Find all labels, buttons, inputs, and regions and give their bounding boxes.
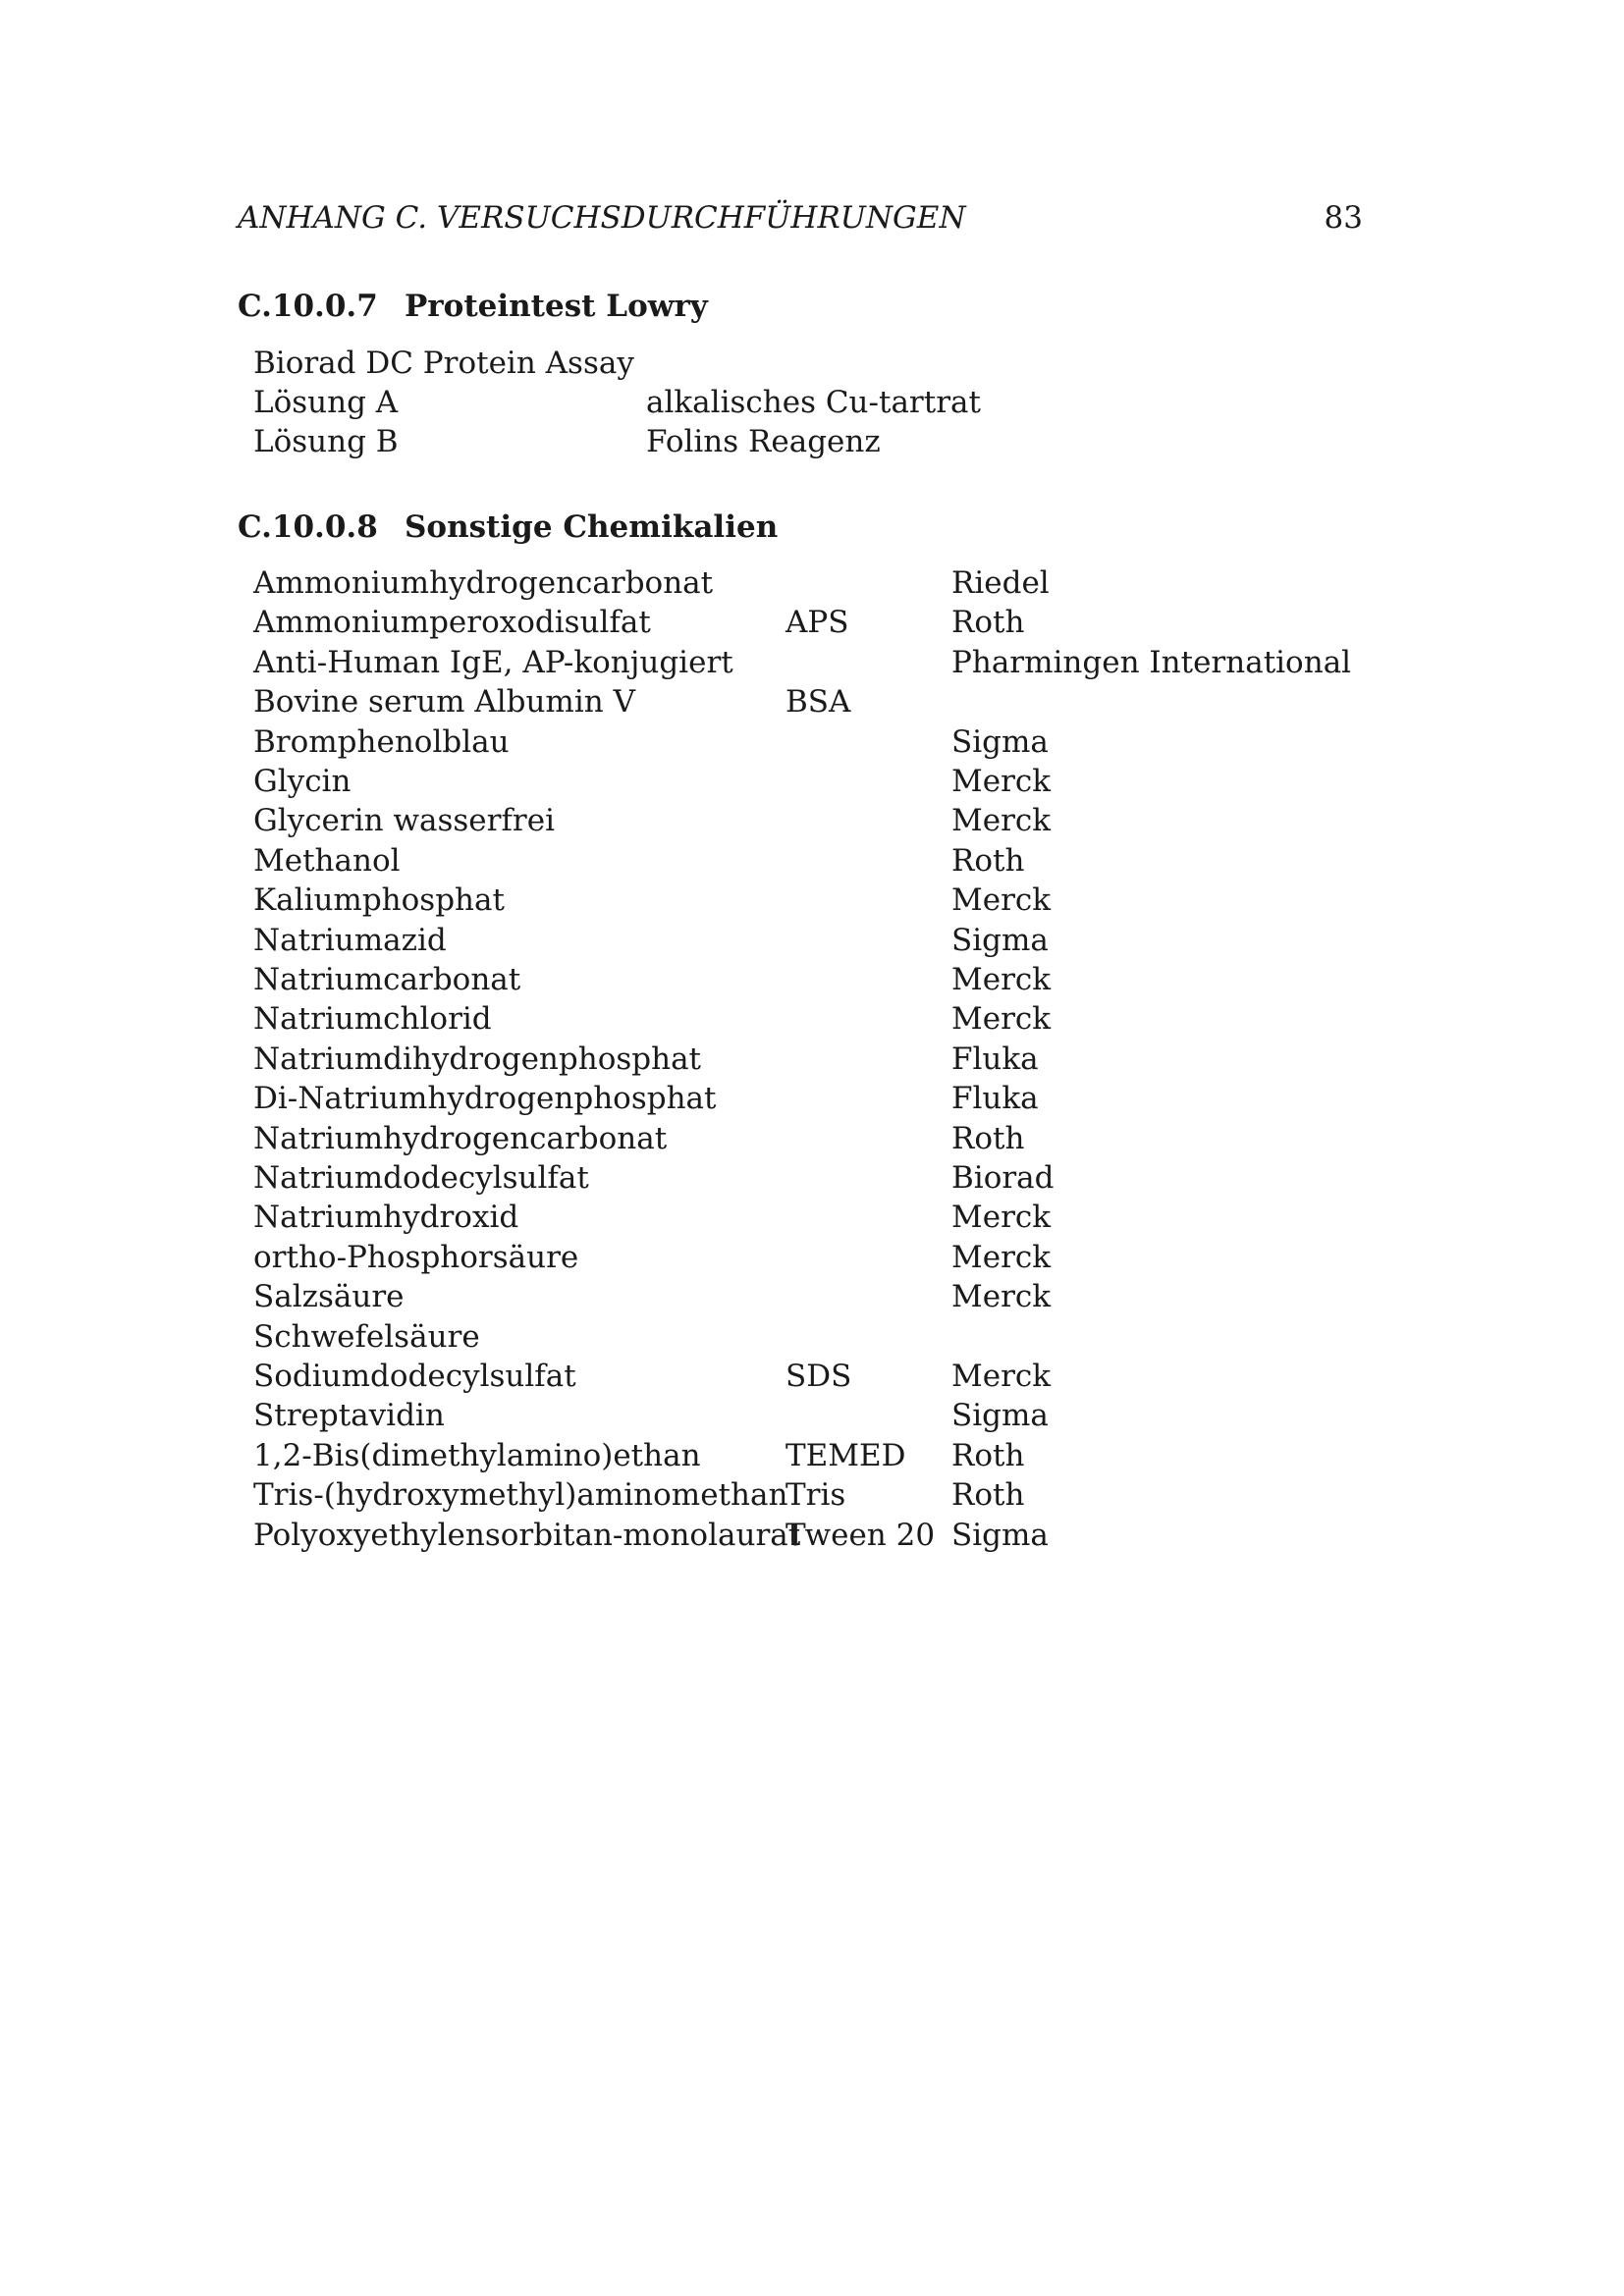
chemical-supplier: Merck [951,1239,1052,1275]
chemical-abbreviation: TEMED [785,1437,906,1473]
chapter-title: ANHANG C. VERSUCHSDURCHFÜHRUNGEN [238,200,966,236]
chemical-supplier: Roth [951,842,1025,879]
reagent-description: alkalisches Cu-tartrat [646,385,981,420]
chemical-name: ortho-Phosphorsäure [253,1239,579,1275]
chemical-name: Schwefelsäure [253,1318,480,1355]
chemical-name: Bovine serum Albumin V [253,684,635,721]
reagent-description: Folins Reagenz [646,424,881,459]
chemical-abbreviation: Tween 20 [785,1517,936,1553]
chemical-supplier: Merck [951,764,1052,799]
chemical-abbreviation: APS [785,605,849,641]
page-number: 83 [1324,200,1363,236]
chemical-abbreviation: SDS [785,1359,852,1394]
chemical-supplier: Sigma [951,1398,1049,1434]
chemical-name: Natriumdodecylsulfat [253,1160,589,1196]
reagent-name: Lösung A [253,385,399,420]
section-title: Sonstige Chemikalien [405,509,779,545]
chemical-name: Glycerin wasserfrei [253,803,556,839]
running-header [238,196,1363,240]
chemical-supplier: Roth [951,605,1025,641]
section-heading-chemicals [238,506,778,549]
chemical-supplier: Roth [951,1120,1025,1156]
chemical-supplier: Merck [951,882,1052,919]
chemical-supplier: Biorad [951,1160,1055,1196]
chemical-supplier: Sigma [951,922,1049,958]
chemical-name: 1,2-Bis(dimethylamino)ethan [253,1437,701,1473]
chemical-name: Ammoniumhydrogencarbonat [253,565,714,601]
chemical-abbreviation: Tris [785,1477,846,1514]
section-number: C.10.0.7 [238,289,378,324]
chemical-supplier: Merck [951,1001,1052,1038]
chemical-name: Natriumhydrogencarbonat [253,1120,668,1156]
chemical-supplier: Merck [951,962,1052,997]
section-heading-lowry [238,285,708,328]
chemical-supplier: Sigma [951,1517,1049,1553]
chemical-name: Tris-(hydroxymethyl)aminomethan [253,1477,788,1514]
chemical-name: Bromphenolblau [253,723,510,760]
chemical-supplier: Pharmingen International [951,644,1352,680]
chemical-supplier: Roth [951,1477,1025,1514]
chemical-name: Streptavidin [253,1398,445,1434]
reagent-name: Biorad DC Protein Assay [253,346,634,381]
chemical-supplier: Fluka [951,1041,1039,1077]
chemical-name: Ammoniumperoxodisulfat [253,605,651,641]
chemical-supplier: Merck [951,1200,1052,1236]
chemical-name: Glycin [253,764,352,799]
chemical-name: Kaliumphosphat [253,882,505,919]
chemical-supplier: Sigma [951,723,1049,760]
chemical-supplier: Merck [951,1279,1052,1315]
chemical-name: Polyoxyethylensorbitan-monolaurat [253,1517,801,1553]
chemical-name: Anti-Human IgE, AP-konjugiert [253,644,733,680]
chemical-supplier: Merck [951,803,1052,839]
chemical-name: Natriumhydroxid [253,1200,519,1236]
chemical-supplier: Roth [951,1437,1025,1473]
chemical-abbreviation: BSA [785,684,851,721]
chemical-name: Natriumdihydrogenphosphat [253,1041,702,1077]
chemical-name: Methanol [253,842,401,879]
chemical-name: Natriumcarbonat [253,962,521,997]
chemical-name: Sodiumdodecylsulfat [253,1359,576,1394]
section-number: C.10.0.8 [238,509,378,545]
chemical-name: Natriumazid [253,922,447,958]
chemical-supplier: Riedel [951,565,1050,601]
section-title: Proteintest Lowry [405,289,708,324]
chemical-name: Salzsäure [253,1279,405,1315]
chemical-supplier: Fluka [951,1081,1039,1117]
chemical-name: Di-Natriumhydrogenphosphat [253,1081,717,1117]
chemical-name: Natriumchlorid [253,1001,492,1038]
reagent-name: Lösung B [253,424,399,459]
chemical-supplier: Merck [951,1359,1052,1394]
